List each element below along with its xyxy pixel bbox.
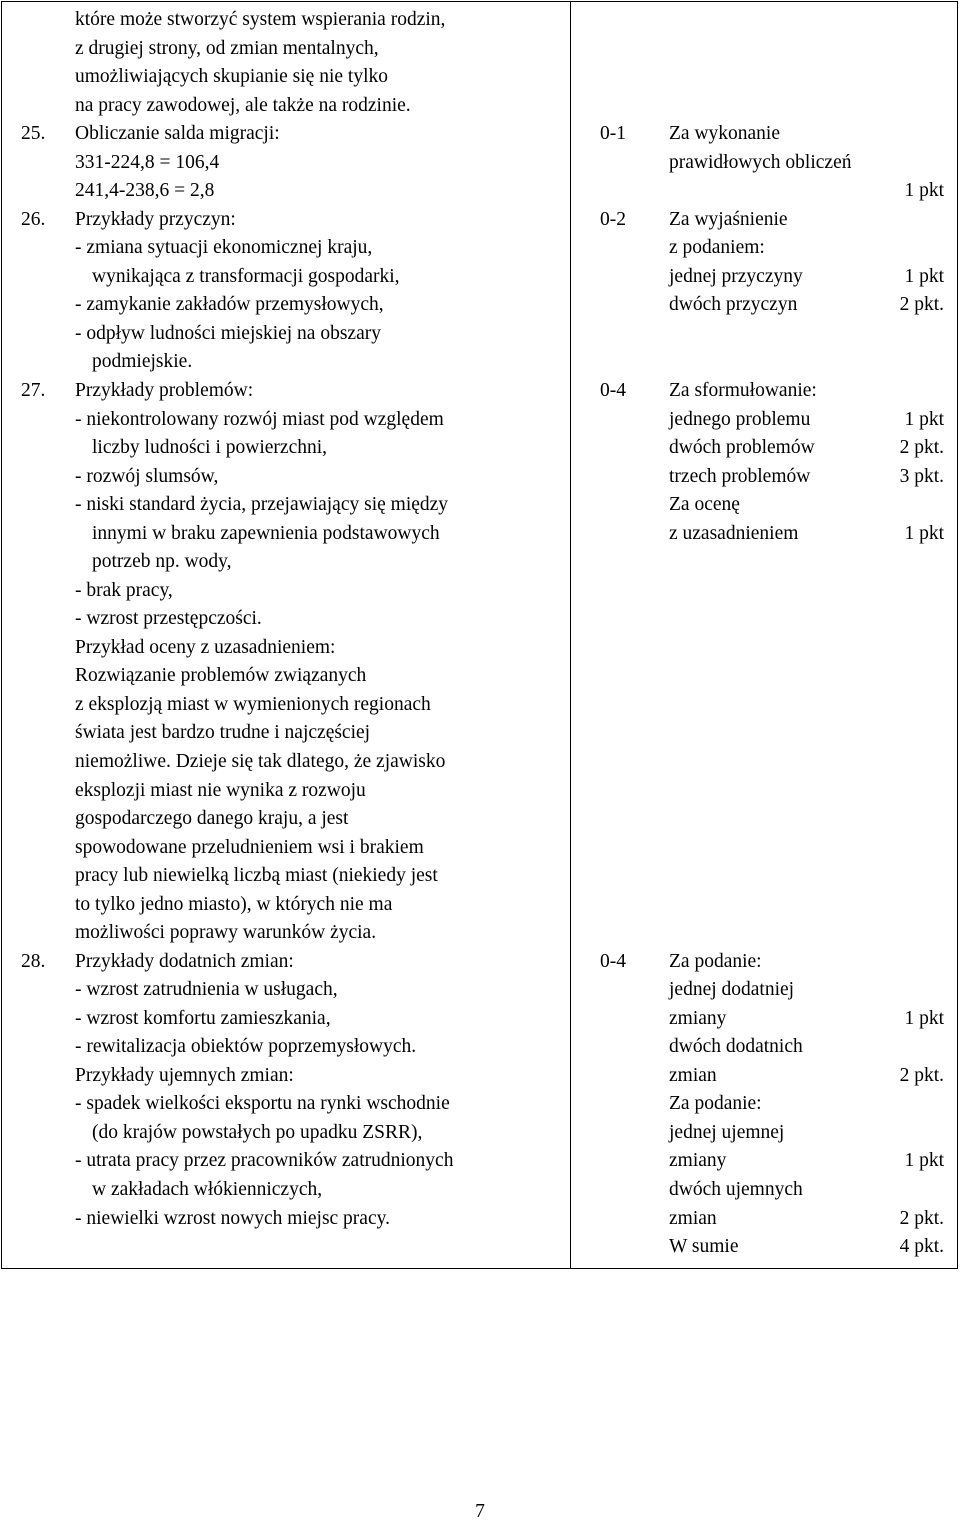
criteria-line: Za podanie: [669,951,762,972]
criteria-line: zmian [669,1065,717,1086]
points-range: 0-4 [600,380,626,401]
answer-text-line: - odpływ ludności miejskiej na obszary [75,323,381,344]
score-value: 1 pkt [904,1150,944,1171]
page-number: 7 [475,1501,485,1522]
answer-text-line: liczby ludności i powierzchni, [92,437,328,458]
score-value: 2 pkt. [899,1208,944,1229]
criteria-line: Za ocenę [669,494,740,515]
score-value: 1 pkt [904,266,944,287]
answer-text-line: na pracy zawodowej, ale także na rodzinie. [75,95,411,116]
question-number: 27. [21,380,46,401]
column-divider [570,2,571,1268]
criteria-line: Za podanie: [669,1093,762,1114]
answer-text-line: Przykłady ujemnych zmian: [75,1065,294,1086]
answer-text-line: w zakładach włókienniczych, [92,1179,323,1200]
answer-text-line: eksplozji miast nie wynika z rozwoju [75,780,366,801]
criteria-line: dwóch przyczyn [669,294,798,315]
criteria-line: jednej dodatniej [669,979,795,1000]
answer-text-line: możliwości poprawy warunków życia. [75,922,377,943]
criteria-line: z uzasadnieniem [669,523,799,544]
score-value: 2 pkt. [899,437,944,458]
answer-text-line: Przykłady dodatnich zmian: [75,951,294,972]
answer-text-line: to tylko jedno miasto), w których nie ma [75,894,393,915]
answer-text-line: gospodarczego danego kraju, a jest [75,808,349,829]
score-value: 1 pkt [904,409,944,430]
answer-text-line: - zmiana sytuacji ekonomicznej kraju, [75,237,373,258]
criteria-line: zmian [669,1208,717,1229]
answer-text-line: - zamykanie zakładów przemysłowych, [75,294,384,315]
answer-text-line: z eksplozją miast w wymienionych regionach [75,694,431,715]
answer-text-line: - rewitalizacja obiektów poprzemysłowych. [75,1036,417,1057]
criteria-line: dwóch dodatnich [669,1036,803,1057]
answer-text-line: podmiejskie. [92,351,193,372]
total-score: 4 pkt. [899,1236,944,1257]
answer-text-line: - niekontrolowany rozwój miast pod względem [75,409,444,430]
answer-text-line: pracy lub niewielką liczbą miast (niekiedy jest [75,865,438,886]
points-range: 0-2 [600,209,626,230]
criteria-line: jednej ujemnej [669,1122,785,1143]
answer-text-line: z drugiej strony, od zmian mentalnych, [75,38,379,59]
score-value: 2 pkt. [899,294,944,315]
criteria-line: Za wyjaśnienie [669,209,788,230]
question-number: 26. [21,209,46,230]
answer-text-line: - niewielki wzrost nowych miejsc pracy. [75,1208,390,1229]
answer-text-line: 331-224,8 = 106,4 [75,152,220,173]
answer-text-line: które może stworzyć system wspierania rodzin, [75,9,446,30]
answer-text-line: - rozwój slumsów, [75,466,219,487]
score-value: 1 pkt [904,523,944,544]
answer-text-line: Rozwiązanie problemów związanych [75,665,367,686]
answer-text-line: Obliczanie salda migracji: [75,123,280,144]
answer-text-line: - utrata pracy przez pracowników zatrudnionych [75,1150,454,1171]
answer-text-line: - wzrost komfortu zamieszkania, [75,1008,331,1029]
criteria-line: dwóch ujemnych [669,1179,803,1200]
criteria-line: zmiany [669,1008,727,1029]
answer-text-line: świata jest bardzo trudne i najczęściej [75,722,371,743]
answer-text-line: umożliwiających skupianie się nie tylko [75,66,388,87]
answer-text-line: wynikająca z transformacji gospodarki, [92,266,400,287]
answer-text-line: spowodowane przeludnieniem wsi i brakiem [75,837,424,858]
answer-text-line: - niski standard życia, przejawiający się między [75,494,449,515]
answer-text-line: Przykłady przyczyn: [75,209,236,230]
answer-text-line: niemożliwe. Dzieje się tak dlatego, że zjawisko [75,751,446,772]
criteria-line: z podaniem: [669,237,765,258]
answer-text-line: Przykład oceny z uzasadnieniem: [75,637,336,658]
criteria-line: zmiany [669,1150,727,1171]
criteria-line: prawidłowych obliczeń [669,152,852,173]
points-range: 0-4 [600,951,626,972]
answer-text-line: Przykłady problemów: [75,380,254,401]
score-value: 2 pkt. [899,1065,944,1086]
answer-text-line: - wzrost zatrudnienia w usługach, [75,979,338,1000]
answer-text-line: - brak pracy, [75,580,173,601]
criteria-line: W sumie [669,1236,739,1257]
points-range: 0-1 [600,123,626,144]
score-value: 1 pkt [904,180,944,201]
answer-text-line: 241,4-238,6 = 2,8 [75,180,215,201]
criteria-line: trzech problemów [669,466,811,487]
answer-text-line: potrzeb np. wody, [92,551,232,572]
criteria-line: jednego problemu [669,409,811,430]
criteria-line: jednej przyczyny [669,266,803,287]
criteria-line: Za sformułowanie: [669,380,817,401]
question-number: 25. [21,123,46,144]
answer-text-line: - spadek wielkości eksportu na rynki wschodnie [75,1093,450,1114]
criteria-line: dwóch problemów [669,437,815,458]
answer-key-table [1,1,958,1269]
answer-text-line: - wzrost przestępczości. [75,608,262,629]
question-number: 28. [21,951,46,972]
answer-text-line: (do krajów powstałych po upadku ZSRR), [92,1122,423,1143]
score-value: 1 pkt [904,1008,944,1029]
criteria-line: Za wykonanie [669,123,781,144]
score-value: 3 pkt. [899,466,944,487]
answer-text-line: innymi w braku zapewnienia podstawowych [92,523,440,544]
